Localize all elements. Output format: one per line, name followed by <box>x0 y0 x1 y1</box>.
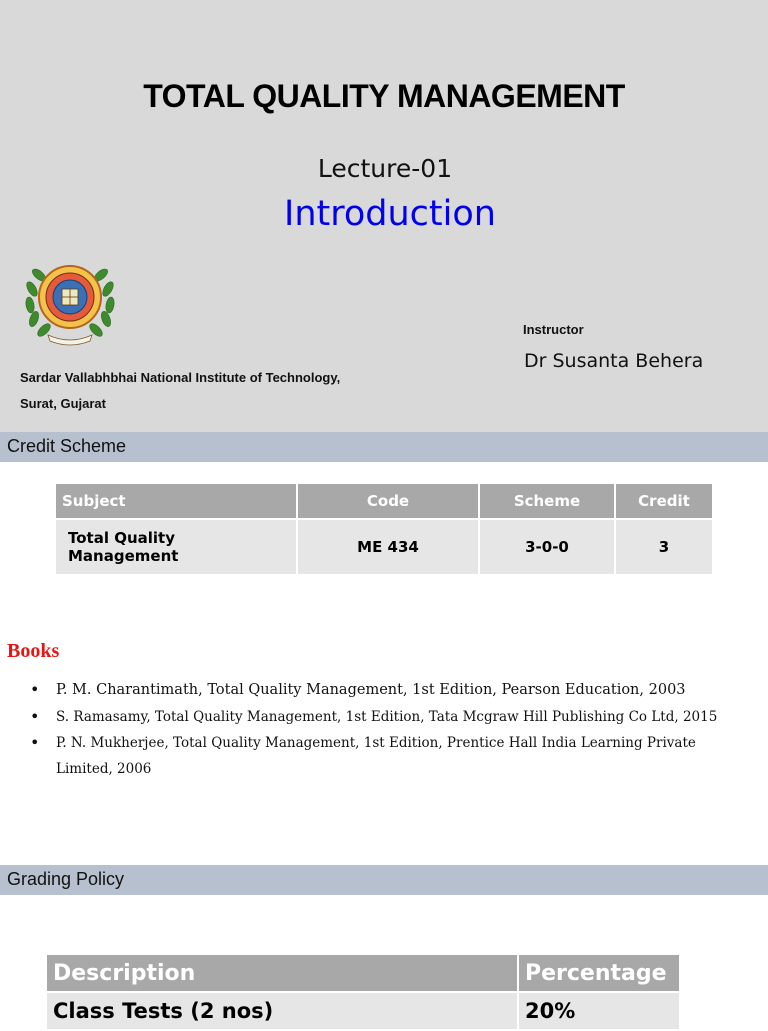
grading-policy-heading: Grading Policy <box>7 869 125 889</box>
table-cell: Total Quality Management <box>56 520 296 574</box>
instructor-name: Dr Susanta Behera <box>524 350 704 372</box>
books-heading: Books <box>7 640 60 662</box>
institute-logo <box>20 255 120 347</box>
course-title: TOTAL QUALITY MANAGEMENT <box>143 78 625 114</box>
credit-scheme-heading: Credit Scheme <box>7 436 127 456</box>
column-header: Subject <box>56 484 296 518</box>
grading-table <box>45 953 681 1031</box>
lecture-number: Lecture-01 <box>317 154 453 183</box>
title-slide-header <box>0 0 768 432</box>
books-list <box>28 676 748 782</box>
column-header: Code <box>298 484 478 518</box>
institute-line-2: Surat, Gujarat <box>20 396 106 411</box>
grading-policy-bar <box>0 865 768 895</box>
column-header: Credit <box>616 484 712 518</box>
institute-name <box>20 365 340 417</box>
column-header: Scheme <box>480 484 614 518</box>
table-header-row <box>47 955 679 991</box>
lecture-topic: Introduction <box>284 194 496 234</box>
instructor-label: Instructor <box>523 322 584 337</box>
credit-scheme-bar <box>0 432 768 462</box>
institute-line-1: Sardar Vallabhbhai National Institute of Technology, <box>20 370 341 385</box>
table-cell: ME 434 <box>298 520 478 574</box>
list-item: • P. N. Mukherjee, Total Quality Management, 1st Edition, Prentice Hall India Learning Private Limited, 2006 <box>28 730 748 782</box>
credit-scheme-table <box>54 482 714 576</box>
column-header: Percentage <box>519 955 679 991</box>
table-cell: 3 <box>616 520 712 574</box>
table-cell: 20% <box>519 993 679 1029</box>
table-cell: 3-0-0 <box>480 520 614 574</box>
column-header: Description <box>47 955 517 991</box>
table-header-row <box>56 484 712 518</box>
list-item: • P. M. Charantimath, Total Quality Management, 1st Edition, Pearson Education, 2003 <box>28 676 748 704</box>
list-item: • S. Ramasamy, Total Quality Management, 1st Edition, Tata Mcgraw Hill Publishing Co Ltd, 2015 <box>28 704 748 730</box>
table-row <box>56 520 712 574</box>
table-cell: Class Tests (2 nos) <box>47 993 517 1029</box>
